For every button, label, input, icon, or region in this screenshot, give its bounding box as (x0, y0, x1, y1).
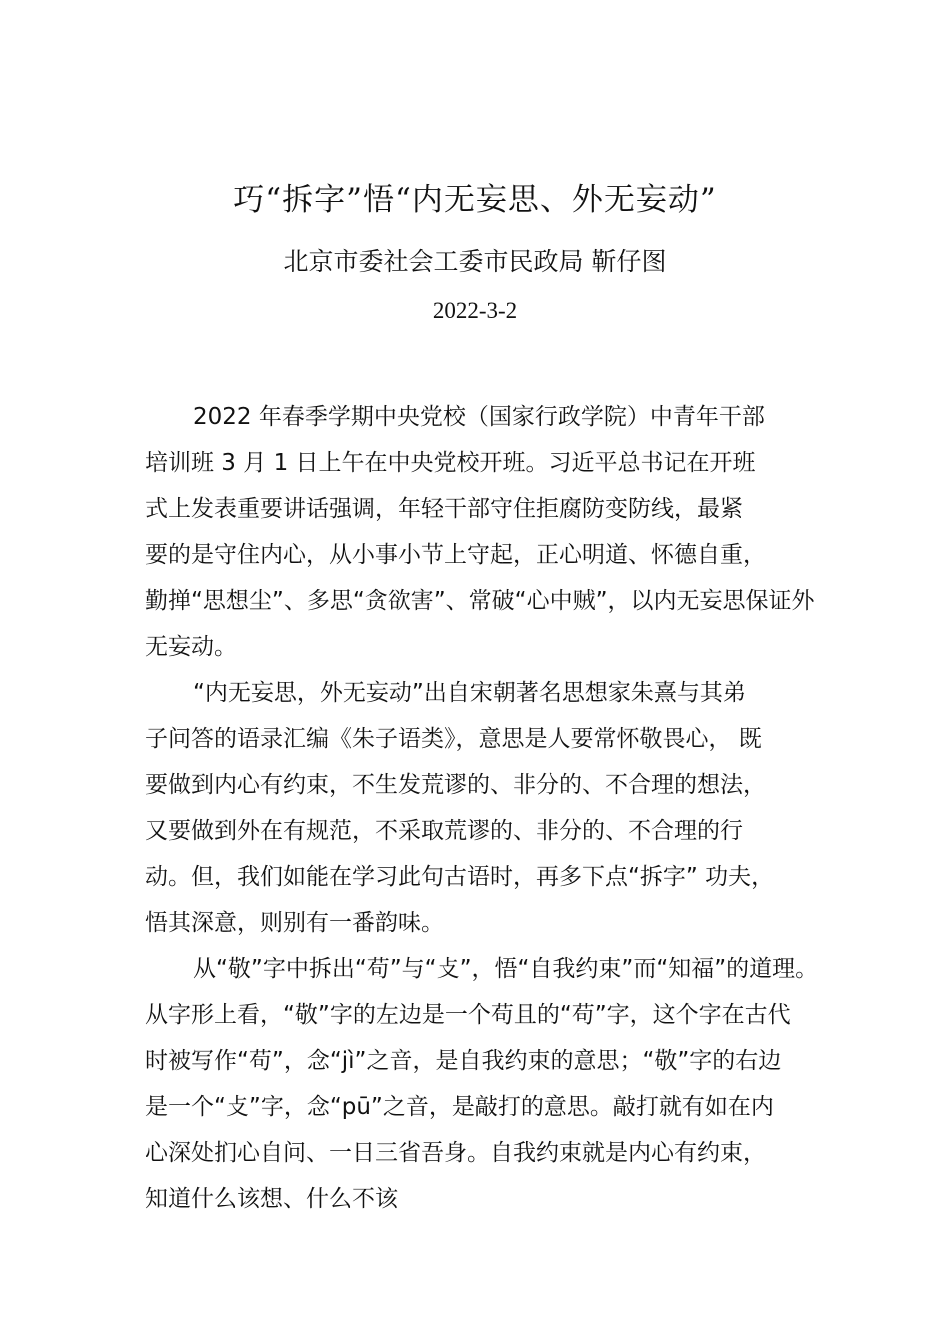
publication-date: 2022-3-2 (432, 298, 518, 323)
paragraph-line: 要的是守住内心，从小事小节上守起，正心明道、怀德自重， (145, 542, 766, 568)
article-title: 巧“拆字”悟“内无妄思、外无妄动” (233, 182, 717, 218)
article-body (145, 394, 835, 1222)
paragraph-line: 心深处扪心自问、一日三省吾身。自我约束就是内心有约束， (145, 1140, 766, 1166)
paragraph-line: 勤掸“思想尘”、多思“贪欲害”、常破“心中贼”，以内无妄思保证外 (145, 588, 815, 614)
paragraph-line: 从“敬”字中拆出“苟”与“攴”，悟“自我约束”而“知福”的道理。 (193, 956, 819, 982)
paragraph-line: 动。但，我们如能在学习此句古语时，再多下点“拆字” 功夫， (145, 864, 775, 890)
paragraph-line: 是一个“攴”字，念“pū”之音，是敲打的意思。敲打就有如在内 (145, 1094, 774, 1120)
paragraph-line: 子问答的语录汇编《朱子语类》，意思是人要常怀敬畏心， 既 (145, 726, 762, 752)
paragraph-line: 悟其深意，则别有一番韵味。 (145, 910, 444, 936)
paragraph-line: 无妄动。 (145, 634, 237, 660)
author-line: 北京市委社会工委市民政局 靳仔图 (283, 247, 667, 276)
paragraph-line: 2022 年春季学期中央党校（国家行政学院）中青年干部 (193, 404, 765, 430)
paragraph-line: 又要做到外在有规范，不采取荒谬的、非分的、不合理的行 (145, 818, 743, 844)
paragraph-line: 时被写作“苟”，念“jì”之音，是自我约束的意思；“敬”字的右边 (145, 1048, 782, 1074)
paragraph-line: 要做到内心有约束，不生发荒谬的、非分的、不合理的想法， (145, 772, 766, 798)
paragraph-line: “内无妄思，外无妄动”出自宋朝著名思想家朱熹与其弟 (193, 680, 746, 706)
paragraph-line: 知道什么该想、什么不该 (145, 1186, 398, 1212)
paragraph-line: 从字形上看，“敬”字的左边是一个苟且的“苟”字，这个字在古代 (145, 1002, 791, 1028)
paragraph-line: 式上发表重要讲话强调，年轻干部守住拒腐防变防线，最紧 (145, 496, 743, 522)
paragraph-line: 培训班 3 月 1 日上午在中央党校开班。习近平总书记在开班 (145, 450, 756, 476)
